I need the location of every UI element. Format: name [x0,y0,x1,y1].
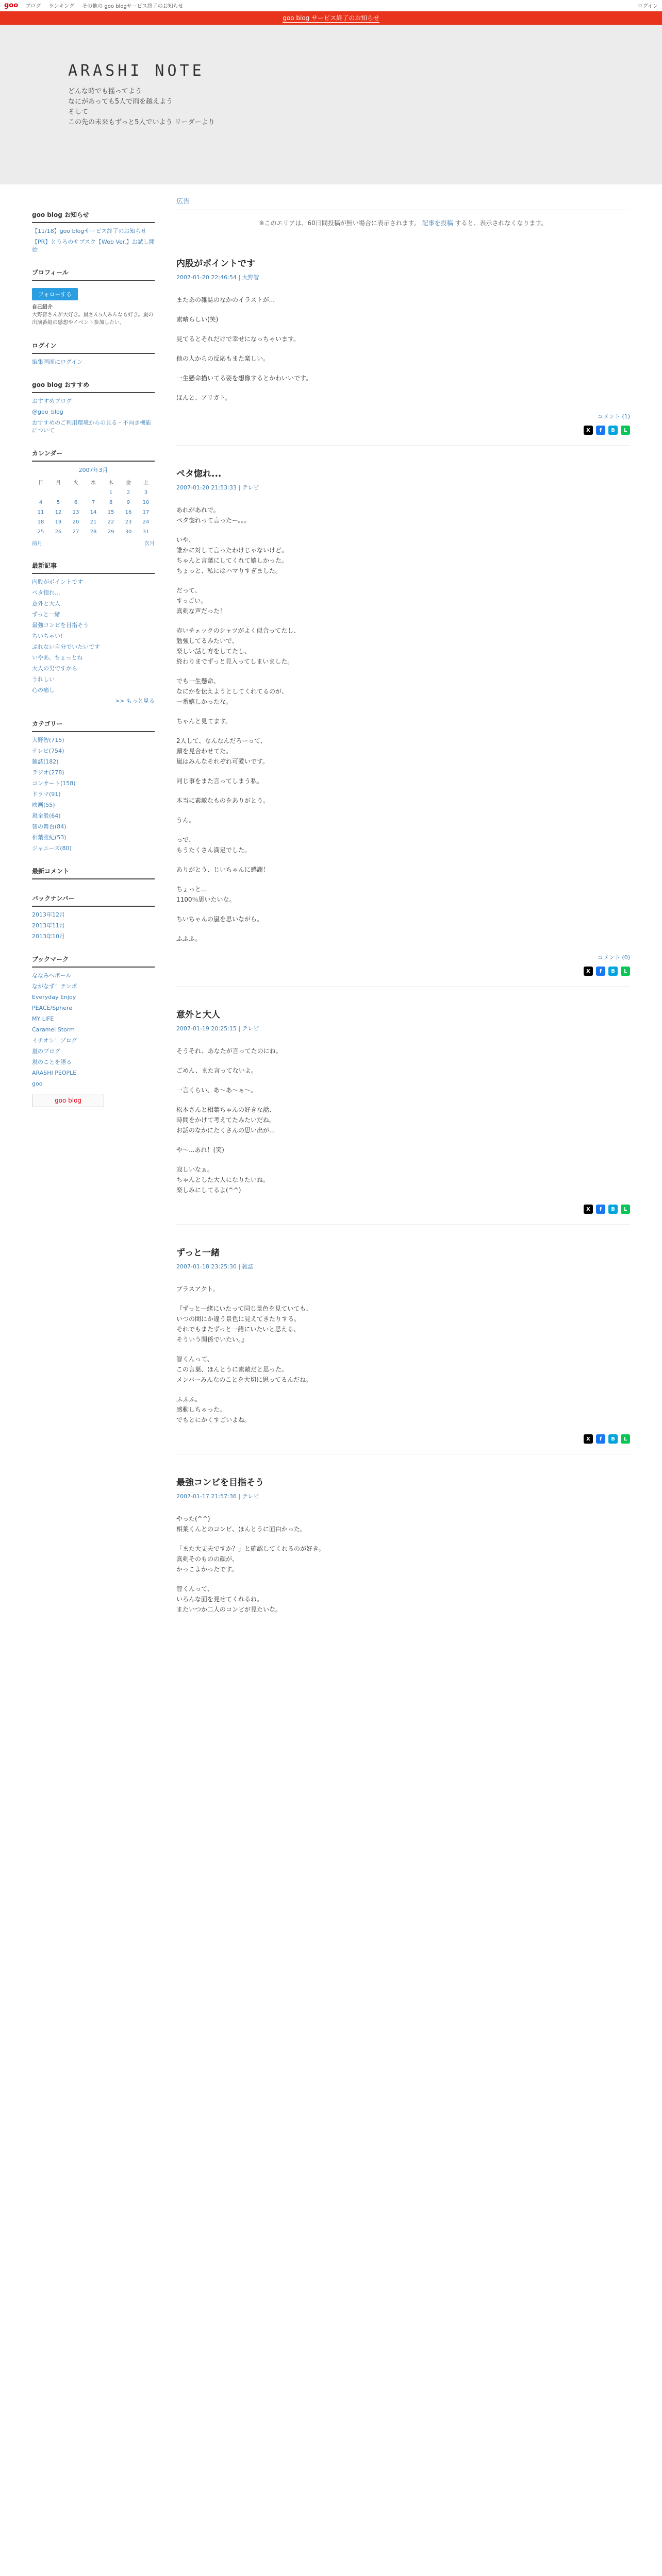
topbar-login-link[interactable]: ログイン [637,4,658,9]
post-date: 2007-01-18 23:25:30 [176,1263,237,1270]
line-icon[interactable]: L [621,426,630,435]
post-paragraph: 智くんって、 この言葉、ほんとうに素敵だと思った。 メンバーみんなのことを大切に思ってるんだね。 [176,1355,312,1383]
ad-note [176,210,630,241]
post-paragraph: そうそれ、あなたが言ってたのにね。 [176,1047,282,1055]
post-title[interactable]: 意外と大人 [176,1010,220,1020]
sidebar-heading-category: カテゴリー [32,716,155,732]
post-paragraph: でも一生懸命、 なにかを伝えようとしてくれてるのが、 一番嬉しかったな。 [176,677,288,705]
post-category-link[interactable]: テレビ [242,1025,259,1032]
ad-note-suffix: すると、表示されなくなります。 [455,219,548,227]
calendar-day[interactable]: 12 [55,510,62,515]
calendar-day[interactable]: 15 [107,510,114,515]
backnumber-link[interactable]: 2013年11月 [32,922,65,929]
main-content [176,196,630,1635]
sidebar-notice-item[interactable]: 【PR】とうろのサブスク【Web Ver.】お試し開始 [32,239,155,253]
post-paragraph: 松本さんと相葉ちゃんの好きな話、 時間をかけて考えてたみたいだね。 お話のなかにたくさんの思い出が... [176,1106,276,1134]
post-date: 2007-01-20 21:53:33 [176,484,237,491]
recent-post-link[interactable]: うれしい [32,676,55,683]
post-paragraph: 同じ事をまた言ってしまう私。 [176,777,263,785]
facebook-icon[interactable]: f [596,967,605,976]
calendar-day[interactable]: 4 [39,500,43,505]
sidebar-heading-recent: 最新記事 [32,558,155,574]
calendar-weekday: 月 [56,480,61,486]
post-paragraph: やった(^^) 相葉くんとのコンビ、ほんとうに面白かった。 [176,1515,306,1533]
profile-name: 自己紹介 [32,304,53,310]
post-paragraph: 「また大丈夫ですか？」と確認してくれるのが好き。 真剣そのものの顔が、 かっこよかったです。 [176,1545,325,1573]
post-paragraph: ありがとう、じいちゃんに感謝！ [176,866,270,873]
profile-text: 大野智さんが大好き。嵐さん5人みんなも好き。嵐の出演番組の感想やイベント参加したい。 [32,312,154,326]
post-paragraph: 赤いチェックのシャツがよく似合ってたし、 勉強してるみたいで、 楽しい話し方をしてたし、 終わりまでずっと見入ってしまいました。 [176,627,300,665]
twitter-icon[interactable]: X [584,1434,593,1444]
post-category-link[interactable]: テレビ [242,484,259,491]
category-link[interactable]: 嵐全般(64) [32,812,61,819]
post-meta: 2007-01-20 21:53:33 | テレビ [176,484,259,491]
post-paragraph: ちょっと... 1100％思いたいな。 [176,886,236,903]
sidebar-heading-recommend: goo blog おすすめ [32,377,155,393]
post-meta: 2007-01-20 22:46:54 | 大野智 [176,274,259,281]
calendar-day[interactable]: 28 [90,529,97,535]
bookmark-link[interactable]: Everyday Enjoy [32,994,76,1001]
sidebar [32,196,155,1107]
post-article-link[interactable]: 記事を投稿 [422,219,453,227]
edit-login-link[interactable]: 編集画面にログイン [32,359,83,365]
category-link[interactable]: ジャニーズ(80) [32,845,72,852]
topbar-link-ranking[interactable]: ランキング [48,4,75,9]
twitter-icon[interactable]: X [584,426,593,435]
sidebar-heading-bookmark: ブックマーク [32,952,155,968]
post-paragraph: 寂しいなぁ。 ちゃんとした大人になりたいね。 楽しみにしてるよ(^^) [176,1166,270,1194]
bookmark-link[interactable]: イチオシ！ブログ [32,1037,77,1044]
bookmark-link[interactable]: 嵐のブログ [32,1048,60,1055]
sidebar-heading-login: ログイン [32,338,155,354]
calendar-day[interactable]: 10 [142,500,150,505]
calendar-day[interactable]: 18 [37,519,44,525]
recent-post-link[interactable]: ペタ惚れ... [32,589,60,596]
recent-post-link[interactable]: 心の癒し [32,687,55,693]
post-paragraph: ふふふ。 [176,935,202,942]
post-paragraph: ほんと、アリガト。 [176,394,231,401]
blog-post [176,1007,630,1225]
calendar-day[interactable]: 1 [109,490,113,496]
comment-link[interactable]: コメント (0) [597,954,630,961]
goo-logo[interactable]: goo [4,2,19,9]
line-icon[interactable]: L [621,1434,630,1444]
blog-post [176,1475,630,1615]
facebook-icon[interactable]: f [596,1434,605,1444]
line-icon[interactable]: L [621,967,630,976]
post-title[interactable]: 最強コンビを目指そう [176,1478,264,1488]
follow-button[interactable]: フォローする [32,288,78,300]
post-date: 2007-01-20 22:46:54 [176,274,237,281]
post-body [176,295,630,403]
recommend-env-link[interactable]: おすすめのご利用環境からの見る・不向き機能について [32,419,152,434]
post-paragraph: うん。 [176,817,195,824]
category-link[interactable]: ラジオ(278) [32,769,64,776]
post-category-link[interactable]: 雑誌 [242,1263,254,1270]
calendar-day[interactable]: 27 [72,529,79,535]
post-paragraph: 見てるとそれだけで幸せになっちゃいます。 [176,335,300,343]
calendar-day[interactable]: 31 [142,529,150,535]
sidebar-heading-comments: 最新コメント [32,863,155,879]
bookmark-link[interactable]: ながなず！テンポ [32,983,77,990]
twitter-icon[interactable]: X [584,967,593,976]
post-paragraph: 本当に素敵なものをありがとう。 [176,797,270,804]
calendar-table [32,476,155,537]
post-body [176,1514,630,1615]
post-paragraph: 一生懸命描いてる姿を想像するとかわいいです。 [176,375,312,382]
bookmark-link[interactable]: goo [32,1080,43,1087]
calendar-day[interactable]: 5 [56,500,60,505]
post-paragraph: ちゃんと見てます。 [176,718,232,725]
calendar-day[interactable] [49,488,67,498]
calendar-day[interactable]: 6 [74,500,78,505]
blog-header [0,25,662,184]
recent-post-link[interactable]: ずっと一緒 [32,611,60,618]
calendar-day[interactable]: 30 [125,529,132,535]
calendar-day[interactable]: 9 [126,500,130,505]
calendar-day[interactable]: 11 [37,510,44,515]
post-paragraph: 2人して、なんなんだろーって、 顔を見合わせてた。 嵐はみんなそれぞれ可愛いです。 [176,737,269,765]
calendar-day[interactable]: 14 [90,510,97,515]
bookmark-link[interactable]: MY LIFE [32,1015,54,1022]
sidebar-heading-profile: プロフィール [32,265,155,281]
bookmark-link[interactable]: Caramel Storm [32,1026,75,1033]
goo-blog-twitter-link[interactable]: @goo_blog [32,409,63,415]
blog-title[interactable]: ARASHI NOTE [68,62,205,80]
calendar-day[interactable]: 2 [126,490,130,496]
category-link[interactable]: ドラマ(91) [32,791,61,798]
calendar-weekday: 土 [143,480,148,486]
post-title[interactable]: 内股がポイントです [176,259,255,269]
comment-link[interactable]: コメント (1) [597,413,630,420]
ad-label: 広告 [176,196,630,210]
goo-blog-banner[interactable]: goo blog [32,1094,104,1107]
recent-post-link[interactable]: ぶれない自分でいたいです [32,643,100,650]
line-icon[interactable]: L [621,1205,630,1214]
post-paragraph: 素晴らしい(笑) [176,316,219,323]
calendar-day[interactable]: 24 [142,519,150,525]
calendar-day[interactable]: 25 [37,529,44,535]
post-date: 2007-01-17 21:57:36 [176,1493,237,1500]
sidebar-heading-backnumber: バックナンバー [32,891,155,907]
post-paragraph: プラスアクト。 [176,1285,219,1293]
calendar-day[interactable]: 22 [107,519,114,525]
share-bar [176,1434,630,1454]
calendar-day[interactable] [67,488,85,498]
sidebar-heading-calendar: カレンダー [32,446,155,462]
share-bar [176,426,630,446]
calendar-weekday: 金 [126,480,131,486]
ad-note-prefix: ※このエリアは、60日間投稿が無い場合に表示されます。 [259,219,420,227]
post-paragraph: あれがあれで。 ペタ惚れって言ったー。。。 [176,506,251,524]
calendar-day[interactable]: 23 [125,519,132,525]
facebook-icon[interactable]: f [596,1205,605,1214]
category-link[interactable]: 大野智(715) [32,737,64,743]
post-meta: 2007-01-18 23:25:30 | 雑誌 [176,1263,254,1270]
share-bar [176,1205,630,1225]
service-end-notice[interactable] [0,11,662,25]
calendar-weekday: 水 [91,480,96,486]
post-paragraph: 『ずっと一緒にいたって同じ景色を見ていても、 いつの間にか違う景色に見えてきたりする。 それでもまたずっと一緒にいたいと思える、 そういう関係でいたい。』 [176,1305,312,1343]
post-paragraph: や〜...あれ！(笑) [176,1146,224,1154]
calendar-day[interactable]: 16 [125,510,132,515]
post-paragraph: ふふふ。 感動しちゃった。 でもとにかくすごいよね。 [176,1396,251,1423]
post-date: 2007-01-19 20:25:15 [176,1025,237,1032]
post-category-link[interactable]: 大野智 [242,274,259,281]
calendar-prev-link[interactable]: 前月 [32,541,42,547]
post-paragraph: っで、 もうたくさん満足でした。 [176,836,251,854]
recommend-blog-link[interactable]: おすすめブログ [32,398,72,404]
recent-more-link[interactable]: >> もっと見る [115,698,155,704]
recent-post-link[interactable]: 最強コンビを目指そう [32,622,89,629]
recent-post-link[interactable]: いやあ、ちょっとね [32,654,83,661]
twitter-icon[interactable]: X [584,1205,593,1214]
share-bar [176,967,630,987]
calendar-day[interactable]: 19 [55,519,62,525]
post-paragraph: ごめん、また言ってないよ。 [176,1067,257,1074]
blog-post [176,1245,630,1454]
bookmark-link[interactable]: ARASHI PEOPLE [32,1070,77,1076]
post-body [176,1284,630,1425]
recent-post-link[interactable]: 内股がポイントです [32,579,83,585]
calendar-day[interactable]: 20 [72,519,79,525]
category-link[interactable]: 映画(55) [32,802,55,808]
calendar-day[interactable]: 29 [107,529,114,535]
recent-post-link[interactable]: ちいちゃい! [32,633,63,639]
recent-post-link[interactable]: 大人の男ですから [32,665,77,672]
calendar-day[interactable]: 13 [72,510,79,515]
calendar-day[interactable] [85,488,102,498]
sidebar-notice-item[interactable]: 【11/18】goo blogサービス終了のお知らせ [32,228,147,234]
post-paragraph: 智くんって、 いろんな面を見せてくれるね。 またいつか二人のコンビが見たいな。 [176,1585,282,1613]
calendar-weekday: 火 [73,480,78,486]
global-topbar [0,0,662,11]
post-paragraph: 一言くらい、あ〜あ〜ぁ〜。 [176,1087,257,1094]
category-link[interactable]: コンサート(158) [32,780,76,787]
post-paragraph: だって、 すっごい。 真剣な声だった！ [176,587,226,615]
calendar-day[interactable]: 3 [144,490,148,496]
topbar-links [25,2,189,9]
recent-post-link[interactable]: 意外と大人 [32,600,60,607]
post-title[interactable]: ずっと一緒 [176,1248,220,1258]
post-paragraph: またあの雑誌のなかのイラストが... [176,296,275,303]
calendar-day[interactable]: 26 [55,529,62,535]
hatena-icon[interactable]: B [608,1205,618,1214]
topbar-link-blog[interactable]: ブログ [25,4,41,9]
post-paragraph: 他の人からの反応もまた楽しい。 [176,355,270,362]
category-link[interactable]: 相葉雅紀(53) [32,834,67,841]
calendar-weekday: 日 [38,480,43,486]
calendar-day[interactable]: 8 [109,500,113,505]
calendar-nav [32,539,155,547]
notice-text[interactable]: goo blog サービス終了のお知らせ [283,14,379,22]
category-link[interactable]: 雑誌(182) [32,758,59,765]
calendar-day[interactable] [32,488,49,498]
hatena-icon[interactable]: B [608,1434,618,1444]
calendar-day[interactable]: 21 [90,519,97,525]
bookmark-link[interactable]: 嵐のことを語る [32,1059,72,1065]
post-paragraph: ちいちゃんの嵐を思いながら。 [176,916,263,923]
post-body [176,1046,630,1195]
bookmark-link[interactable]: ななみへポール [32,972,72,979]
calendar-weekday: 木 [108,480,113,486]
category-link[interactable]: テレビ(754) [32,748,64,754]
bookmark-link[interactable]: PEACE/Sphere [32,1005,73,1011]
calendar-day[interactable]: 7 [91,500,95,505]
backnumber-link[interactable]: 2013年12月 [32,911,65,918]
post-category-link[interactable]: テレビ [242,1493,259,1500]
post-meta: 2007-01-17 21:57:36 | テレビ [176,1493,259,1500]
post-meta: 2007-01-19 20:25:15 | テレビ [176,1025,259,1032]
backnumber-link[interactable]: 2013年10月 [32,933,65,940]
topbar-link-other[interactable]: その他の goo blogサービス終了のお知らせ [82,4,184,9]
blog-description: どんな時でも揺ってよう なにがあっても5人で雨を越えよう そして この先の未来もずっと5人でいよう リーダーより [68,88,215,126]
facebook-icon[interactable]: f [596,426,605,435]
category-link[interactable]: 智の舞台(84) [32,823,67,830]
sidebar-heading-notices: goo blog お知らせ [32,207,155,223]
post-paragraph: いや、 誰かに対して言ったわけじゃないけど。 ちゃんと言葉にしてくれて嬉しかった。 ちょっと、私にはハマりすぎました。 [176,536,288,574]
calendar-next-link[interactable]: 次月 [144,541,155,547]
blog-post [176,256,630,446]
calendar-day[interactable]: 17 [142,510,150,515]
calendar-month: 2007年3月 [78,467,108,473]
hatena-icon[interactable]: B [608,967,618,976]
hatena-icon[interactable]: B [608,426,618,435]
blog-post [176,466,630,987]
post-body [176,505,630,944]
post-title[interactable]: ペタ惚れ... [176,469,222,479]
